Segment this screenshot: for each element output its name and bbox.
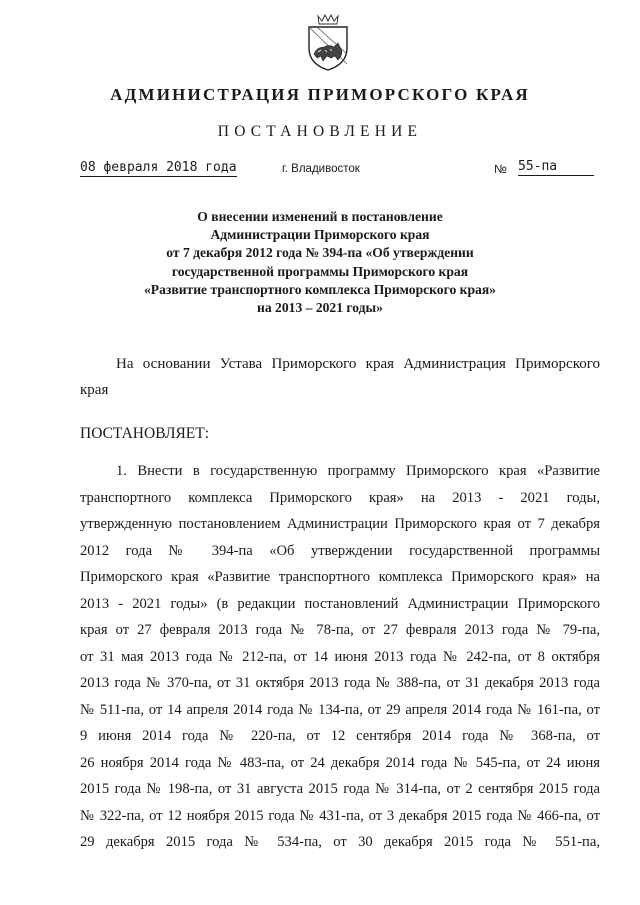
title-line: О внесении изменений в постановление — [197, 209, 443, 224]
title-line: Администрации Приморского края — [210, 227, 430, 243]
basis-text-line: На основании Устава Приморского края Администрация Приморского — [116, 356, 600, 372]
document-number: 55-па — [518, 159, 594, 176]
document-date: 08 февраля 2018 года — [80, 160, 237, 175]
paragraph-line: края от 27 февраля 2013 года № 78-па, от 27 февраля 2013 года № 79-па, — [80, 622, 600, 638]
paragraph-line: от 31 мая 2013 года № 212-па, от 14 июня 2013 года № 242-па, от 8 октября — [80, 648, 600, 665]
paragraph-line: 26 ноября 2014 года № 483-па, от 24 декабря 2014 года № 545-па, от 24 июня — [80, 754, 600, 771]
paragraph-line: № 322-па, от 12 ноября 2015 года № 431-па, от 3 декабря 2015 года № 466-па, от — [80, 807, 600, 824]
title-line: государственной программы Приморского края — [171, 263, 469, 279]
document-number-label: № — [494, 162, 507, 176]
paragraph-1 — [80, 461, 600, 859]
paragraph-line: № 511-па, от 14 апреля 2014 года № 134-па, от 29 апреля 2014 года № 161-па, от — [80, 701, 600, 718]
paragraph-line: 2013 - 2021 годы» (в редакции постановлений Администрации Приморского — [80, 595, 600, 612]
resolves-heading: ПОСТАНОВЛЯЕТ: — [80, 425, 210, 442]
paragraph-line: транспортного комплекса Приморского края» на 2013 - 2021 годы, — [80, 489, 600, 506]
paragraph-line: 29 декабря 2015 года № 534-па, от 30 декабря 2015 года № 551-па, — [80, 834, 600, 850]
title-line: от 7 декабря 2012 года № 394-па «Об утверждении — [166, 245, 474, 261]
paragraph-line: Приморского края «Развитие транспортного комплекса Приморского края» на — [80, 569, 600, 585]
paragraph-line: 9 июня 2014 года № 220-па, от 12 сентября 2014 года № 368-па, от — [80, 728, 600, 744]
document-type: ПОСТАНОВЛЕНИЕ — [217, 123, 423, 140]
title-line: «Развитие транспортного комплекса Приморского края» — [144, 281, 496, 297]
paragraph-line: 2015 года № 198-па, от 31 августа 2015 года № 314-па, от 2 сентября 2015 года — [80, 781, 600, 797]
organization-name: АДМИНИСТРАЦИЯ ПРИМОРСКОГО КРАЯ — [110, 85, 530, 104]
paragraph-line: 2012 года № 394-па «Об утверждении государственной программы — [80, 542, 600, 559]
basis-text-line: края — [80, 382, 109, 398]
paragraph-line: 2013 года № 370-па, от 31 октября 2013 года № 388-па, от 31 декабря 2013 года — [80, 675, 600, 691]
document-city: г. Владивосток — [282, 163, 360, 175]
document-title — [0, 208, 640, 317]
paragraph-line: 1. Внести в государственную программу Приморского края «Развитие — [116, 463, 600, 479]
primorsky-krai-coat-of-arms-icon — [305, 14, 351, 72]
title-line: на 2013 – 2021 годы» — [257, 300, 383, 316]
paragraph-line: утвержденную постановлением Администрации Приморского края от 7 декабря — [80, 516, 600, 532]
